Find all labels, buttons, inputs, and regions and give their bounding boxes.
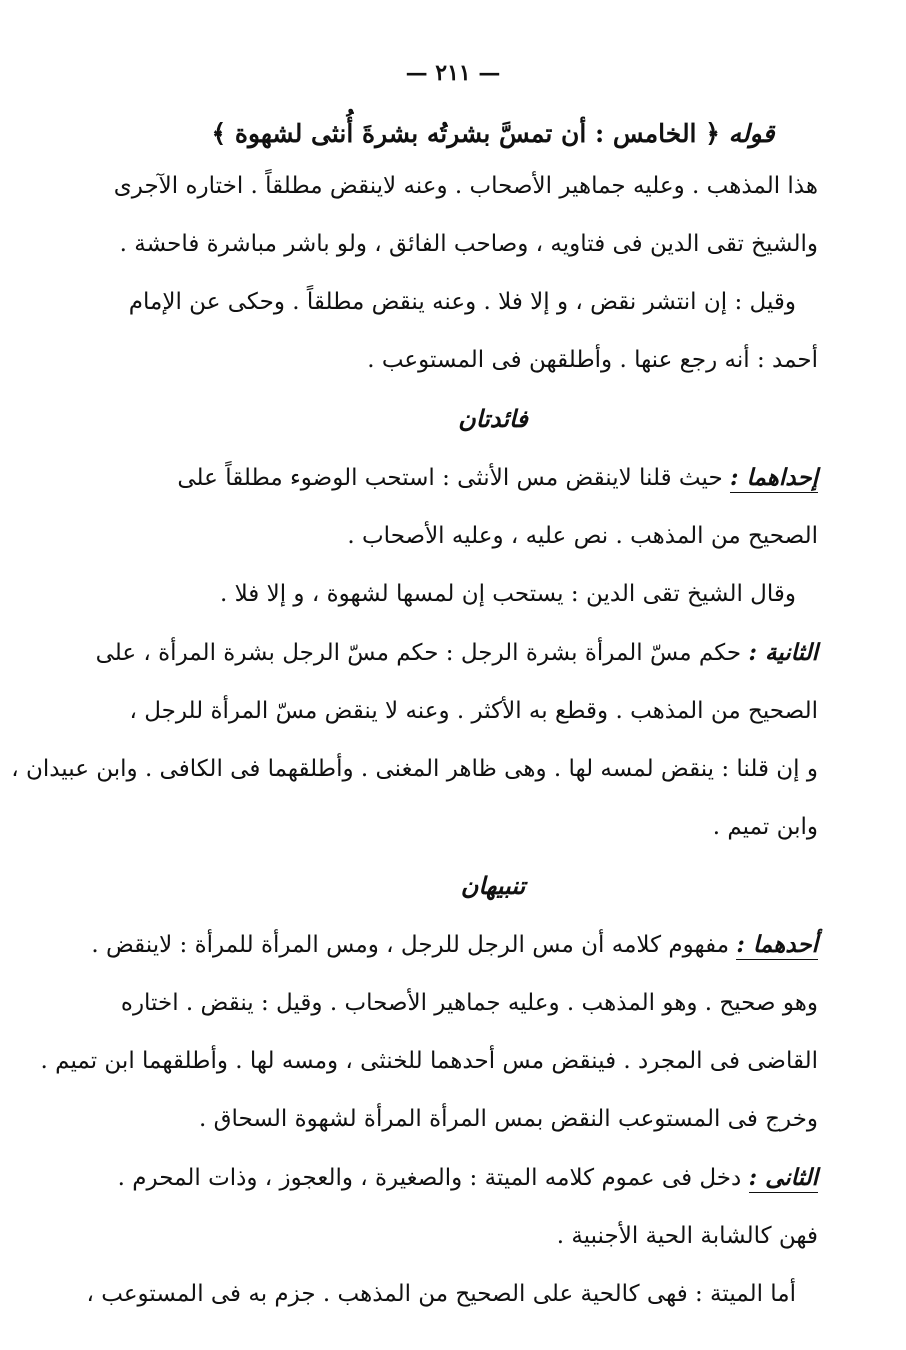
tanbih-1-line-4: وخرج فى المستوعب النقض بمس المرأة المرأة لشهوة السحاق . — [199, 1106, 818, 1132]
faida-1-note-line: وقال الشيخ تقى الدين : يستحب إن لمسها لشهوة ، و إلا فلا . — [219, 581, 796, 607]
faida-2-line-4: وابن تميم . — [712, 814, 818, 840]
faida-2-line-2: الصحيح من المذهب . وقطع به الأكثر . وعنه لا ينقض مسّ المرأة للرجل ، — [129, 698, 818, 724]
faida-1-line-1 — [168, 462, 818, 494]
tanbih-1-line-3: القاضى فى المجرد . فينقض مس أحدهما للخنثى ، ومسه لها . وأطلقهما ابن تميم . — [40, 1048, 818, 1074]
paragraph-2 — [128, 287, 818, 376]
paragraph-1-line-1: هذا المذهب . وعليه جماهير الأصحاب . وعنه لاينقض مطلقاً . اختاره الآجرى — [113, 173, 818, 199]
tanbih-2-continued — [86, 1279, 818, 1310]
page-body — [11, 118, 818, 1337]
tanbih-1-line-2: وهو صحيح . وهو المذهب . وعليه جماهير الأصحاب . وقيل : ينقض . اختاره — [120, 990, 818, 1016]
faida-2 — [11, 637, 818, 843]
tanbih-1-line-1-text: مفهوم كلامه أن مس الرجل للرجل ، ومس المرأة للمرأة : لاينقض . — [91, 932, 730, 958]
faida-2-line-1-text: حكم مسّ المرأة بشرة الرجل : حكم مسّ الرجل بشرة المرأة ، على — [95, 640, 742, 666]
paragraph-2-line-2: أحمد : أنه رجع عنها . وأطلقهن فى المستوعب . — [367, 347, 818, 373]
tanbih-1-line-1 — [91, 929, 818, 961]
faida-2-line-3: و إن قلنا : ينقض لمسه لها . وهى ظاهر المغنى . وأطلقهما فى الكافى . وابن عبيدان ، — [11, 756, 818, 782]
faida-2-lead: الثانية : — [748, 639, 818, 666]
tanbih-1-lead: أحدهما : — [736, 931, 818, 958]
tanbih-1 — [40, 929, 818, 1135]
faida-1 — [168, 462, 818, 552]
faida-1-note — [168, 579, 818, 610]
page-number: — ٢١١ — — [405, 60, 501, 86]
tanbih-2-continued-line: أما الميتة : فهى كالحية على الصحيح من المذهب . جزم به فى المستوعب ، — [86, 1281, 796, 1307]
tanbih-2-line-1 — [117, 1162, 818, 1194]
tanbih-2-line-2: فهن كالشابة الحية الأجنبية . — [556, 1223, 818, 1249]
tanbih-2 — [117, 1162, 818, 1252]
faida-1-line-1-text: حيث قلنا لاينقض مس الأنثى : استحب الوضوء مطلقاً على — [177, 465, 723, 491]
tanbih-2-lead: الثانى : — [748, 1164, 818, 1191]
tanbih-2-line-1-text: دخل فى عموم كلامه الميتة : والصغيرة ، والعجوز ، وذات المحرم . — [117, 1165, 742, 1191]
paragraph-1-line-2: والشيخ تقى الدين فى فتاويه ، وصاحب الفائق ، ولو باشر مباشرة فاحشة . — [119, 231, 818, 257]
faida-1-lead: إحداهما : — [729, 464, 818, 491]
heading-lead: قوله — [728, 119, 775, 148]
faida-1-line-2: الصحيح من المذهب . نص عليه ، وعليه الأصحاب . — [347, 523, 818, 549]
paragraph-2-line-1: وقيل : إن انتشر نقض ، و إلا فلا . وعنه ينقض مطلقاً . وحكى عن الإمام — [128, 289, 796, 315]
heading-text: ﴿ الخامس : أن تمسَّ بشرتُه بشرةَ أُنثى لشهوة ﴾ — [211, 119, 720, 148]
chapter-heading — [168, 118, 818, 149]
faida-2-line-1 — [95, 637, 818, 669]
paragraph-1 — [113, 171, 818, 260]
section-title-tanbihan: تنبيهان — [460, 871, 526, 900]
section-title-faidatan: فائدتان — [458, 404, 528, 433]
